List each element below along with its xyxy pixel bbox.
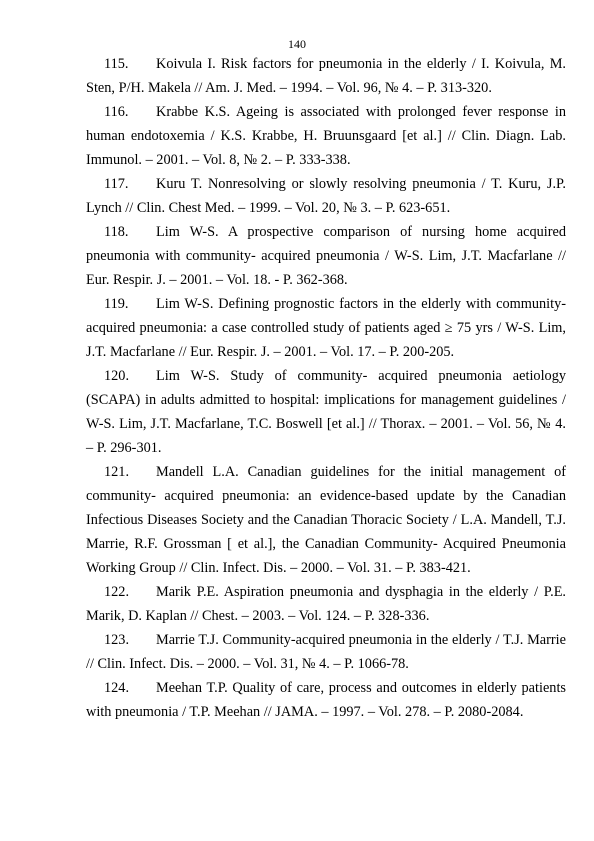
reference-text: Meehan T.P. Quality of care, process and outcomes in elderly patients with pneumonia / T.P. Meehan // JAMA. – 1997. – Vol. 278. – P. 2080-2084. <box>86 680 566 720</box>
reference-item <box>86 364 566 460</box>
reference-number: 124. <box>104 680 130 696</box>
page-number: 140 <box>288 37 306 51</box>
reference-number: 117. <box>104 176 129 192</box>
reference-text: Lim W-S. Defining prognostic factors in the elderly with community-acquired pneumonia: a case controlled study of patients aged ≥ 75 yrs / W-S. Lim, J.T. Macfarlane // Eur. Respir. J. – 2001. – Vol. 17. – P. 200-205. <box>86 296 566 360</box>
reference-number: 121. <box>104 464 130 480</box>
reference-item <box>86 628 566 676</box>
reference-text: Kuru T. Nonresolving or slowly resolving pneumonia / T. Kuru, J.P. Lynch // Clin. Chest Med. – 1999. – Vol. 20, № 3. – P. 623-651. <box>86 176 566 216</box>
reference-number: 123. <box>104 632 130 648</box>
reference-number: 120. <box>104 368 130 384</box>
reference-item <box>86 220 566 292</box>
reference-item <box>86 172 566 220</box>
reference-text: Koivula I. Risk factors for pneumonia in the elderly / I. Koivula, M. Sten, P/H. Makela // Am. J. Med. – 1994. – Vol. 96, № 4. – P. 313-320. <box>86 56 566 96</box>
reference-item <box>86 460 566 580</box>
reference-item <box>86 52 566 100</box>
reference-number: 118. <box>104 224 129 240</box>
reference-item <box>86 100 566 172</box>
reference-text: Krabbe K.S. Ageing is associated with prolonged fever response in human endotoxemia / K.S. Krabbe, H. Bruunsgaard [et al.] // Clin. Diagn. Lab. Immunol. – 2001. – Vol. 8, № 2. – P. 333-338. <box>86 104 566 168</box>
reference-text: Mandell L.A. Canadian guidelines for the initial management of community- acquired pneumonia: an evidence-based update by the Canadian Infectious Diseases Society and the Canadian Thoracic Society / L.A. Mandell, T.J. Marrie, R.F. Grossman [ et al.], the Canadian Community- Acquired Pneumonia Working Group // Clin. Infect. Dis. – 2000. – Vol. 31. – P. 383-421. <box>86 464 566 576</box>
reference-item <box>86 292 566 364</box>
reference-item <box>86 580 566 628</box>
reference-list <box>86 52 566 724</box>
reference-number: 122. <box>104 584 130 600</box>
reference-number: 116. <box>104 104 129 120</box>
reference-text: Marrie T.J. Community-acquired pneumonia in the elderly / T.J. Marrie // Clin. Infect. Dis. – 2000. – Vol. 31, № 4. – P. 1066-78. <box>86 632 566 672</box>
reference-text: Lim W-S. A prospective comparison of nursing home acquired pneumonia with community- acquired pneumonia / W-S. Lim, J.T. Macfarlane // Eur. Respir. J. – 2001. – Vol. 18. - P. 362-368. <box>86 224 566 288</box>
reference-text: Marik P.E. Aspiration pneumonia and dysphagia in the elderly / P.E. Marik, D. Kaplan // Chest. – 2003. – Vol. 124. – P. 328-336. <box>86 584 566 624</box>
reference-text: Lim W-S. Study of community- acquired pneumonia aetiology (SCAPA) in adults admitted to hospital: implications for management guidelines / W-S. Lim, J.T. Macfarlane, T.C. Boswell [et al.] // Thorax. – 2001. – Vol. 56, № 4. – P. 296-301. <box>86 368 566 456</box>
reference-number: 115. <box>104 56 129 72</box>
reference-number: 119. <box>104 296 129 312</box>
reference-item <box>86 676 566 724</box>
